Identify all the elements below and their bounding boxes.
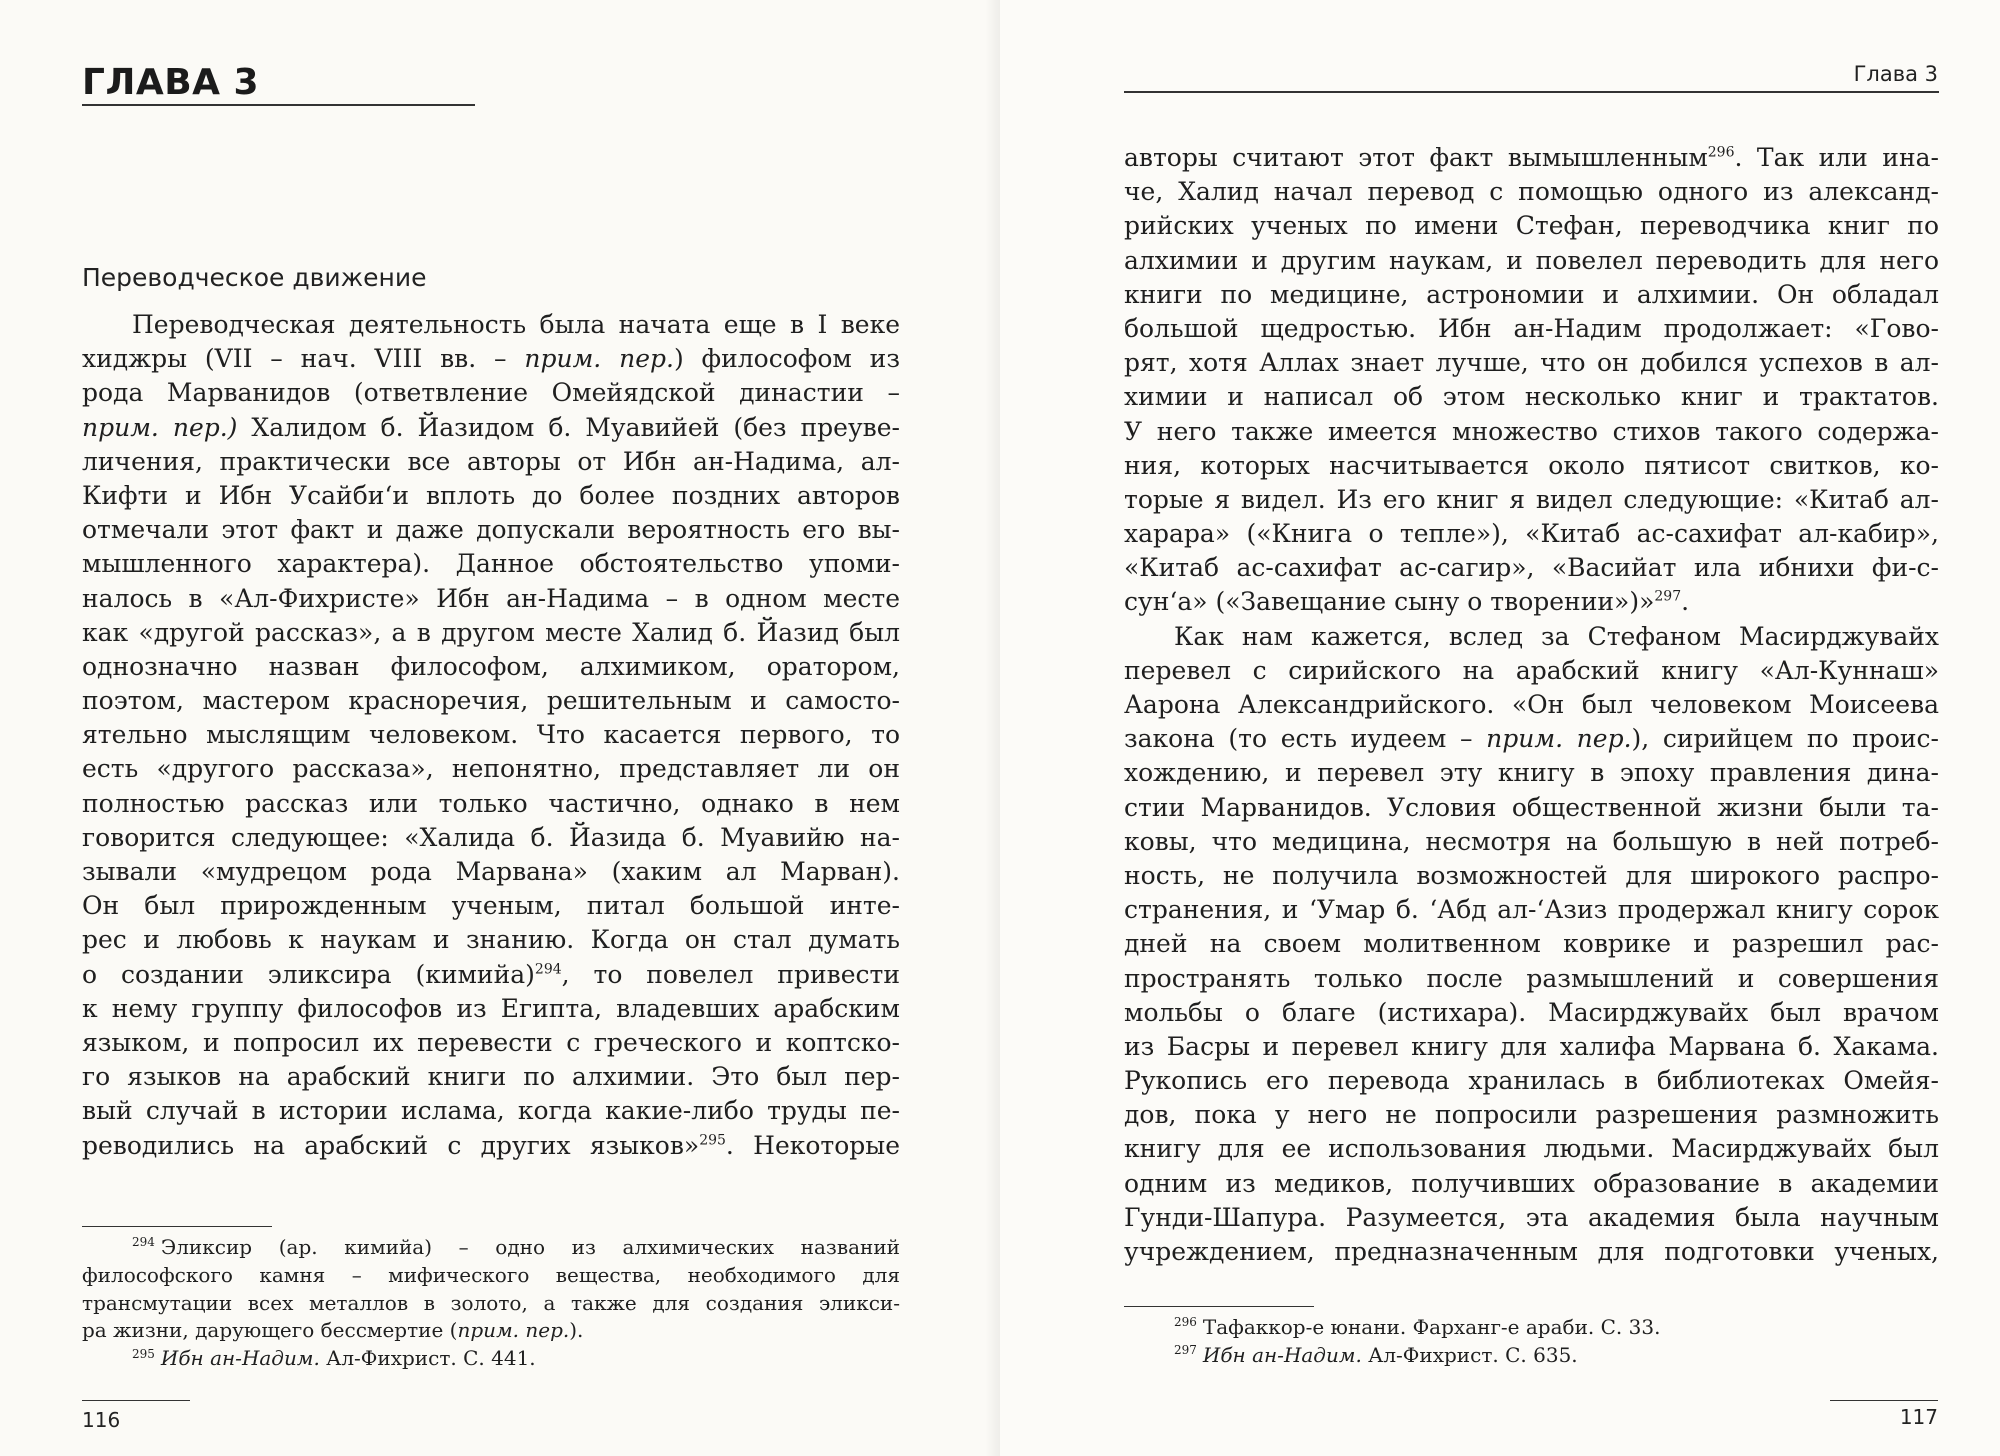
text-line: языком, и попросил их перевести с греческого и коптско- bbox=[82, 1027, 900, 1057]
text-line: книгу для ее использования людьми. Масирджувайх был bbox=[1124, 1134, 1939, 1164]
text-line: алхимии и другим наукам, и повелел переводить для него bbox=[1124, 245, 1939, 275]
chapter-title-rule bbox=[82, 104, 475, 106]
text-line: налось в «Ал-Фихристе» Ибн ан-Надима – в одном месте bbox=[82, 583, 900, 613]
text-line: полностью рассказ или только частично, однако в нем bbox=[82, 788, 900, 818]
text-line: большой щедростью. Ибн ан-Надим продолжает: «Гово- bbox=[1124, 313, 1939, 343]
page-117 bbox=[1000, 0, 2000, 1456]
text-line: личения, практически все авторы от Ибн ан-Надима, ал- bbox=[82, 446, 900, 476]
footnote-line: философского камня – мифического вещества, необходимого для bbox=[82, 1262, 900, 1287]
text-line: ковы, что медицина, несмотря на большую в ней потреб- bbox=[1124, 826, 1939, 856]
footnote-ref-295[interactable]: 295 bbox=[699, 1132, 726, 1149]
footnote-294: $^{294}$ Эликсир (ар. кимийа) – одно из алхимических названий bbox=[132, 1235, 900, 1259]
footnote-rule bbox=[82, 1226, 272, 1227]
page-number: 117 bbox=[1899, 1405, 1938, 1429]
text-line: о создании эликсира (кимийа)$^{294}$, то повелел привести bbox=[82, 959, 900, 989]
footnote-297: $^{297}$ Ибн ан-Надим. Ал-Фихрист. С. 635. bbox=[1174, 1342, 1578, 1367]
running-head: Глава 3 bbox=[1853, 62, 1938, 86]
text-line: «Китаб ас-сахифат ас-сагир», «Васийат ила ибнихи фи-с- bbox=[1124, 553, 1939, 583]
chapter-title: ГЛАВА 3 bbox=[82, 62, 260, 103]
text-line: зывали «мудрецом рода Марвана» (хаким ал Марван). bbox=[82, 857, 900, 886]
text-line: У него также имеется множество стихов такого содержа- bbox=[1124, 416, 1939, 446]
left-footnotes bbox=[82, 1234, 900, 1373]
text-line: вый случай в истории ислама, когда какие-либо труды пе- bbox=[82, 1096, 900, 1126]
text-line: химии и написал об этом несколько книг и трактатов. bbox=[1124, 382, 1939, 412]
text-line: рийских ученых по имени Стефан, переводчика книг по bbox=[1124, 211, 1939, 241]
footnote-295: $^{295}$ Ибн ан-Надим. Ал-Фихрист. С. 441. bbox=[132, 1346, 536, 1371]
text-line: че, Халид начал перевод с помощью одного из александ- bbox=[1124, 177, 1939, 207]
text-line: торые я видел. Из его книг я видел следующие: «Китаб ал- bbox=[1124, 484, 1939, 514]
text-line: перевел с сирийского на арабский книгу «Ал-Куннаш» bbox=[1124, 655, 1939, 685]
right-footnotes bbox=[1124, 1314, 1939, 1370]
text-line: странения, и ‘Умар б. ‘Абд ал-‘Азиз продержал книгу сорок bbox=[1124, 895, 1939, 925]
folio-rule bbox=[1830, 1400, 1938, 1401]
text-line: Как нам кажется, вслед за Стефаном Масирджувайх bbox=[1174, 621, 1939, 651]
footnote-line: ра жизни, дарующего бессмертие (прим. пер.). bbox=[82, 1318, 584, 1343]
text-line: дней на своем молитвенном коврике и разрешил рас- bbox=[1124, 929, 1939, 959]
text-line: прим. пер.) Халидом б. Йазидом б. Муавийей (без преуве- bbox=[82, 412, 900, 442]
text-line: из Басры и перевел книгу для халифа Марвана б. Хакама. bbox=[1124, 1031, 1939, 1061]
text-line: есть «другого рассказа», непонятно, представляет ли он bbox=[82, 754, 900, 784]
text-line: мышленного характера). Данное обстоятельство упоми- bbox=[82, 549, 900, 579]
footnote-ref-294[interactable]: 294 bbox=[534, 961, 562, 978]
footnote-ref-296[interactable]: 296 bbox=[1707, 144, 1735, 161]
text-line: дов, пока у него не попросили разрешения размножить bbox=[1124, 1100, 1939, 1130]
left-body-text bbox=[82, 308, 900, 1163]
text-line: Рукопись его перевода хранилась в библиотеках Омейя- bbox=[1124, 1066, 1939, 1096]
text-line: Гунди-Шапура. Разумеется, эта академия была научным bbox=[1124, 1202, 1939, 1232]
footnote-ref-297[interactable]: 297 bbox=[1654, 589, 1682, 606]
text-line: го языков на арабский книги по алхимии. Это был пер- bbox=[82, 1062, 900, 1092]
text-line: харара» («Книга о тепле»), «Китаб ас-сахифат ал-кабир», bbox=[1124, 519, 1939, 549]
text-line: хиджры (VII – нач. VIII вв. – прим. пер.) философом из bbox=[82, 344, 900, 374]
text-line: Он был прирожденным ученым, питал большой инте- bbox=[82, 891, 900, 921]
text-line: отмечали этот факт и даже допускали вероятность его вы- bbox=[82, 515, 900, 545]
text-line: стии Марванидов. Условия общественной жизни были та- bbox=[1124, 792, 1939, 822]
text-line: рес и любовь к наукам и знанию. Когда он стал думать bbox=[82, 925, 900, 955]
text-line: Переводческая деятельность была начата еще в I веке bbox=[132, 310, 900, 339]
text-line: однозначно назван философом, алхимиком, оратором, bbox=[82, 651, 900, 681]
text-line: Аарона Александрийского. «Он был человеком Моисеева bbox=[1124, 690, 1939, 719]
footnote-rule bbox=[1124, 1306, 1314, 1307]
page-number: 116 bbox=[82, 1408, 121, 1432]
text-line: книги по медицине, астрономии и алхимии. Он обладал bbox=[1124, 279, 1939, 309]
text-line: пространять только после размышлений и совершения bbox=[1124, 963, 1939, 993]
section-title: Переводческое движение bbox=[82, 263, 427, 292]
text-line: мольбы о благе (истихара). Масирджувайх был врачом bbox=[1124, 997, 1939, 1027]
text-line: рят, хотя Аллах знает лучше, что он добился успехов в ал- bbox=[1124, 348, 1939, 378]
text-line: Кифти и Ибн Усайби‘и вплоть до более поздних авторов bbox=[82, 480, 900, 510]
text-line: реводились на арабский с других языков»$^{295}$. Некоторые bbox=[82, 1130, 900, 1160]
text-line: хождению, и перевел эту книгу в эпоху правления дина- bbox=[1124, 758, 1939, 788]
text-line: поэтом, мастером красноречия, решительным и самосто- bbox=[82, 686, 900, 716]
text-line: как «другой рассказ», а в другом месте Халид б. Йазид был bbox=[82, 617, 900, 647]
footnote-296: $^{296}$ Тафаккор-е юнани. Фарханг-е араби. С. 33. bbox=[1174, 1315, 1661, 1339]
text-line: ния, которых насчитывается около пятисот свитков, ко- bbox=[1124, 450, 1939, 480]
text-line: сун‘а» («Завещание сыну о творении»)»$^{297}$. bbox=[1124, 587, 1690, 617]
folio-rule bbox=[82, 1400, 190, 1401]
text-line: одним из медиков, получивших образование в академии bbox=[1124, 1168, 1939, 1198]
text-line: закона (то есть иудеем – прим. пер.), сирийцем по проис- bbox=[1124, 724, 1939, 754]
text-line: к нему группу философов из Египта, владевших арабским bbox=[82, 993, 900, 1023]
right-body-text bbox=[1124, 141, 1939, 1269]
text-line: учреждением, предназначенным для подготовки ученых, bbox=[1124, 1237, 1939, 1266]
text-line: ятельно мыслящим человеком. Что касается первого, то bbox=[82, 720, 900, 750]
footnote-line: трансмутации всех металлов в золото, а также для создания эликси- bbox=[82, 1290, 900, 1315]
text-line: говорится следующее: «Халида б. Йазида б. Муавийю на- bbox=[82, 822, 900, 852]
running-head-rule bbox=[1124, 91, 1939, 93]
text-line: авторы считают этот факт вымышленным$^{296}$. Так или ина- bbox=[1124, 143, 1939, 172]
text-line: ность, не получила возможностей для широкого распро- bbox=[1124, 860, 1939, 890]
text-line: рода Марванидов (ответвление Омейядской династии – bbox=[82, 378, 900, 408]
